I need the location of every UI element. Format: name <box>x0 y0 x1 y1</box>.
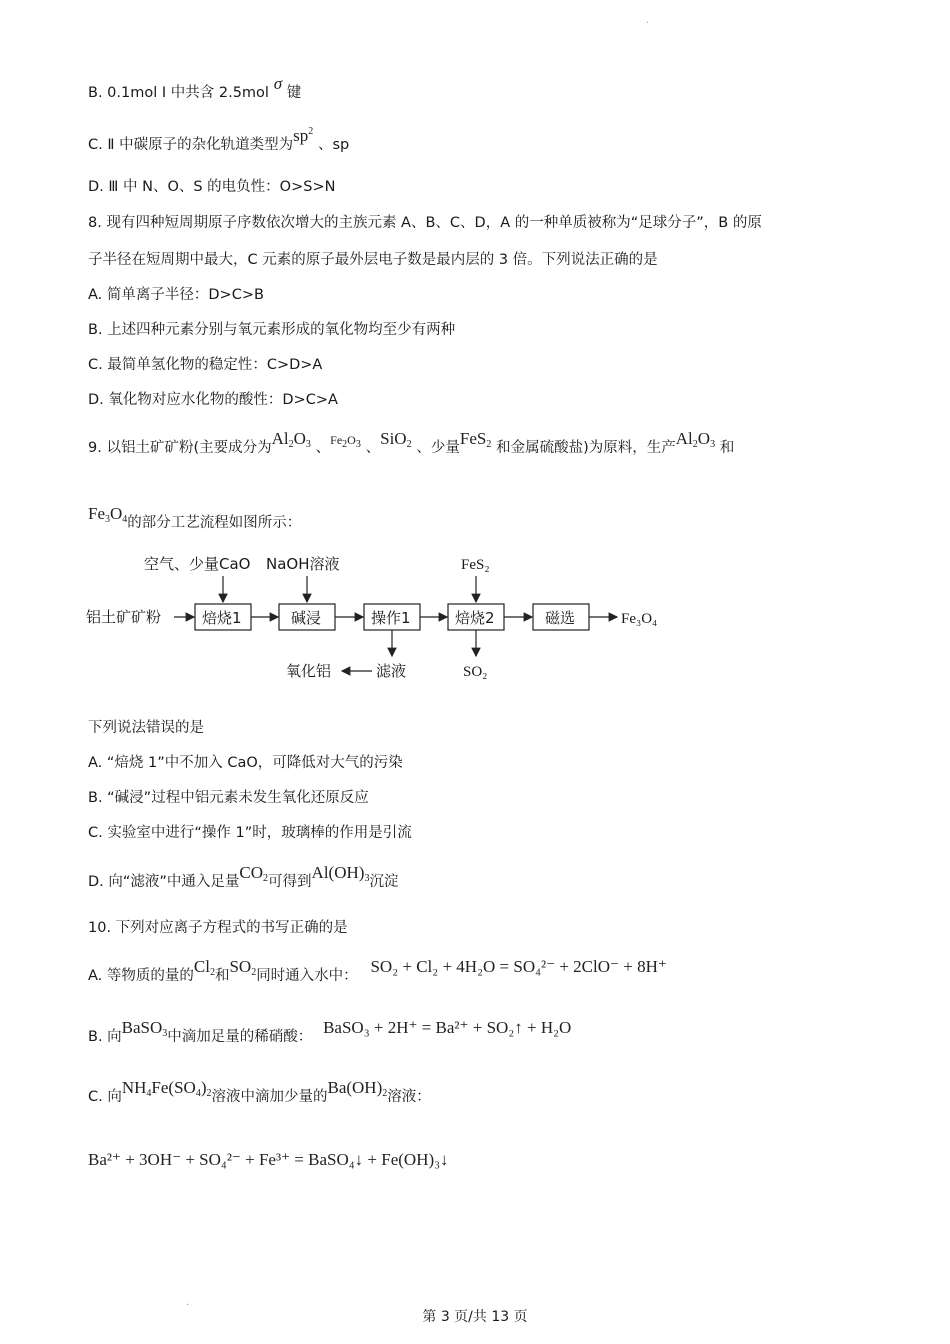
q8-stem-line1: 8. 现有四种短周期原子序数依次增大的主族元素 A、B、C、D，A 的一种单质被称为“足球分子”，B 的原 <box>88 215 762 231</box>
q10-option-b: B. 向BaSO$_3$中滴加足量的稀硝酸： BaSO₃ + 2H⁺ = Ba²⁺ + SO₂↑ + H₂O <box>88 1018 572 1045</box>
fe2o3-formula: Fe2O3 <box>330 433 361 450</box>
decorative-dot: · <box>646 18 650 29</box>
input-fes2: FeS₂ <box>461 557 490 573</box>
q9-stem-line2: $Fe_3O_4$的部分工艺流程如图所示： <box>88 504 302 531</box>
q8-stem-line2: 子半径在短周期中最大，C 元素的原子最外层电子数是最内层的 3 倍。下列说法正确的是 <box>88 252 658 268</box>
equation-c: Ba²⁺ + 3OH⁻ + SO₄²⁻ + Fe³⁺ = BaSO₄↓ + Fe(OH)₃↓ <box>88 1150 449 1169</box>
input-naoh: NaOH溶液 <box>266 555 340 573</box>
q9-question: 下列说法错误的是 <box>88 720 204 736</box>
q9-stem-line1: 9. 以铝土矿矿粉(主要成分为$Al_2O_3$ 、$^{Fe_2O_3}$ 、SiO$_2$ 、少量FeS$_2$ 和金属硫酸盐)为原料，生产$Al_2O_3$ 和 <box>88 429 735 456</box>
q7-option-d: D. Ⅲ 中 N、O、S 的电负性：O>S>N <box>88 179 336 195</box>
sp2-formula: $sp^2$ <box>293 126 314 145</box>
q9-option-d: D. 向“滤液”中通入足量$CO_2$可得到$Al(OH)_3$沉淀 <box>88 863 399 890</box>
ba-oh2-formula: $Ba(OH)_2$ <box>327 1078 388 1099</box>
q10-option-c: C. 向$NH_4Fe(SO_4)_2$溶液中滴加少量的$Ba(OH)_2$溶液： <box>88 1078 431 1105</box>
q10-option-a: A. 等物质的量的$Cl_2$和$SO_2$同时通入水中： SO₂ + Cl₂ + 4H₂O = SO₄²⁻ + 2ClO⁻ + 8H⁺ <box>88 957 667 984</box>
step-roast2: 焙烧2 <box>455 609 495 627</box>
sigma-symbol: σ <box>273 74 283 93</box>
step-operation1: 操作1 <box>371 609 411 627</box>
al2o3-product-formula: $Al_2O_3$ <box>675 429 716 450</box>
baso3-formula: BaSO$_3$ <box>121 1018 168 1039</box>
fes2-formula: FeS$_2$ <box>459 429 492 450</box>
q8-option-b: B. 上述四种元素分别与氧元素形成的氧化物均至少有两种 <box>88 322 456 338</box>
output-alumina: 氧化铝 <box>286 662 332 680</box>
equation-b: BaSO₃ + 2H⁺ = Ba²⁺ + SO₂↑ + H₂O <box>323 1018 572 1037</box>
output-so2: SO₂ <box>463 664 488 680</box>
q7-option-c: C. Ⅱ 中碳原子的杂化轨道类型为$sp^2$ 、sp <box>88 126 350 153</box>
cl2-formula: $Cl_2$ <box>193 957 215 978</box>
q10-stem: 10. 下列对应离子方程式的书写正确的是 <box>88 920 348 936</box>
so2-formula: $SO_2$ <box>229 957 257 978</box>
q9-option-a: A. “焙烧 1”中不加入 CaO，可降低对大气的污染 <box>88 755 403 771</box>
ammonium-iron-sulfate-formula: $NH_4Fe(SO_4)_2$ <box>121 1078 212 1099</box>
output-filtrate: 滤液 <box>376 662 407 680</box>
step-magnetic-sep: 磁选 <box>545 609 576 627</box>
q8-option-a: A. 简单离子半径：D>C>B <box>88 287 264 303</box>
process-flow-diagram <box>86 548 686 688</box>
sio2-formula: SiO$_2$ <box>380 429 412 450</box>
decorative-dot: · <box>186 1300 190 1311</box>
q8-option-d: D. 氧化物对应水化物的酸性：D>C>A <box>88 392 338 408</box>
q9-option-c: C. 实验室中进行“操作 1”时，玻璃棒的作用是引流 <box>88 825 412 841</box>
page-footer: 第 3 页/共 13 页 <box>422 1309 528 1325</box>
co2-formula: $CO_2$ <box>239 863 269 884</box>
source-bauxite: 铝土矿矿粉 <box>86 608 162 626</box>
input-air-cao: 空气、少量CaO <box>144 555 251 573</box>
equation-a: SO₂ + Cl₂ + 4H₂O = SO₄²⁻ + 2ClO⁻ + 8H⁺ <box>370 957 667 976</box>
al-oh3-formula: $Al(OH)_3$ <box>311 863 370 884</box>
step-alkali-leach: 碱浸 <box>291 609 322 627</box>
product-fe3o4: Fe₃O₄ <box>621 611 658 627</box>
q9-option-b: B. “碱浸”过程中铝元素未发生氧化还原反应 <box>88 790 369 806</box>
step-roast1: 焙烧1 <box>202 609 242 627</box>
q8-option-c: C. 最简单氢化物的稳定性：C>D>A <box>88 357 323 373</box>
q7-option-b: B. 0.1mol I 中共含 2.5mol σ 键 <box>88 74 302 101</box>
fe3o4-formula: $Fe_3O_4$ <box>88 504 128 525</box>
al2o3-formula: $Al_2O_3$ <box>271 429 311 450</box>
